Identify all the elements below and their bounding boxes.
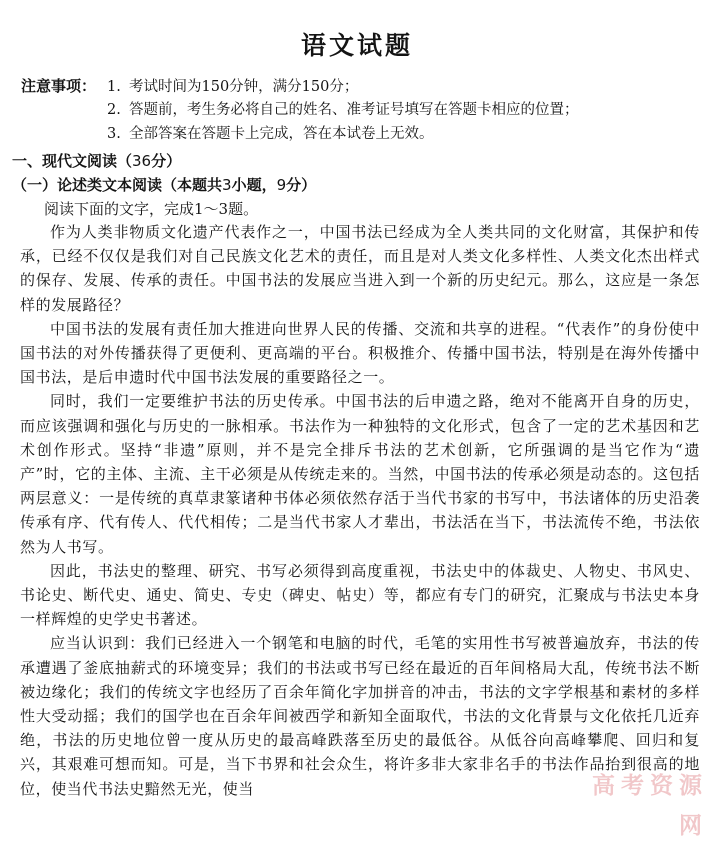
passage-paragraph: 应当认识到：我们已经进入一个钢笔和电脑的时代，毛笔的实用性书写被普遍放弃，书法的传承遭遇了釜底抽薪式的环境变异；我们的书法或书写已经在最近的百年间格局大乱，传统书法不断被边缘化；我们的传统文字也经历了百余年简化字加拼音的冲击，书法的文字学根基和素材的多样性大受动摇；我们的国学也在百余年间被西学和新知全面取代，书法的文化背景与文化依托几近弃绝，书法的历史地位曾一度从历史的最高峰跌落至历史的最低谷。从低谷向高峰攀爬、回归和复兴，其艰难可想而知。可是，当下书界和社会众生，将许多非大家非名手的书法作品抬到很高的地位，使当代书法史黯然无光，使当	[20, 634, 700, 798]
passage-paragraph: 中国书法的发展有责任加大推进向世界人民的传播、交流和共享的进程。“代表作”的身份使中国书法的对外传播获得了更便利、更高端的平台。积极推介、传播中国书法，特别是在海外传播中国书法，是后申遗时代中国书法发展的重要路径之一。	[20, 319, 700, 387]
page-title: 语文试题	[300, 31, 413, 60]
note-number: 3.	[107, 126, 121, 142]
subsection-heading-text: （一）论述类文本阅读（本题共	[12, 176, 223, 194]
subsection-heading-mid: 小题，	[231, 176, 277, 194]
note-text: 答题前，考生务必将自己的姓名、准考证号填写在答题卡相应的位置；	[129, 102, 579, 118]
passage-paragraph: 因此，书法史的整理、研究、书写必须得到高度重视，书法史中的体裁史、人物史、书风史、书论史、断代史、通史、简史、专史（碑史、帖史）等，都应有专门的研究，汇聚成与书法史本身一样辉煌的史学史书著述。	[20, 561, 700, 629]
notes-label: 注意事项：	[21, 77, 97, 95]
passage-paragraph: 同时，我们一定要维护书法的历史传承。中国书法的后申遗之路，绝对不能离开自身的历史，而应该强调和强化与历史的一脉相承。书法作为一种独特的文化形式，包含了一定的艺术基因和艺术创作形式。坚持“非遗”原则，并不是完全排斥书法的艺术创新，它所强调的是当它作为“遗产”时，它的主体、主流、主干必须是从传统走来的。当然，中国书法的传承必须是动态的。这包括两层意义：一是传统的真草隶篆诸种书体必须依然存活于当代书家的书写中，书法诸体的历史沿袭传承有序、代有传人、代代相传；二是当代书家人才辈出，书法活在当下，书法流传不绝，书法依然为人书写。	[20, 392, 700, 556]
note-row	[21, 98, 701, 122]
note-number: 2.	[107, 102, 121, 118]
note-row	[21, 74, 701, 98]
section-heading-text: 一、现代文阅读（	[12, 152, 133, 170]
note-text: 全部答案在答题卡上完成，答在本试卷上无效。	[129, 126, 434, 142]
subsection-heading-end: 分）	[286, 176, 317, 194]
watermark-logo: 高考资源网	[592, 773, 708, 839]
passage-paragraph: 作为人类非物质文化遗产代表作之一，中国书法已经成为全人类共同的文化财富，其保护和传承，已经不仅仅是我们对自己民族文化艺术的责任，而且是对人类文化多样性、人类文化杰出样式的保存、发展、传承的责任。中国书法的发展应当进入到一个新的历史纪元。那么，这应是一条怎样的发展路径？	[20, 223, 700, 314]
section-heading-end: 分）	[151, 152, 182, 170]
note-text: 考试时间为150分钟，满分150分；	[129, 79, 359, 95]
reading-instruction: 阅读下面的文字，完成1～3题。	[44, 200, 259, 218]
notes-block	[21, 74, 701, 146]
reading-passage	[20, 220, 700, 801]
subsection-question-count: 3	[222, 176, 232, 194]
note-number: 1.	[107, 79, 121, 95]
subsection-score: 9	[276, 176, 287, 194]
section-heading	[12, 150, 181, 171]
note-row	[21, 122, 701, 146]
subsection-heading	[12, 174, 316, 195]
section-score: 36	[132, 152, 152, 170]
